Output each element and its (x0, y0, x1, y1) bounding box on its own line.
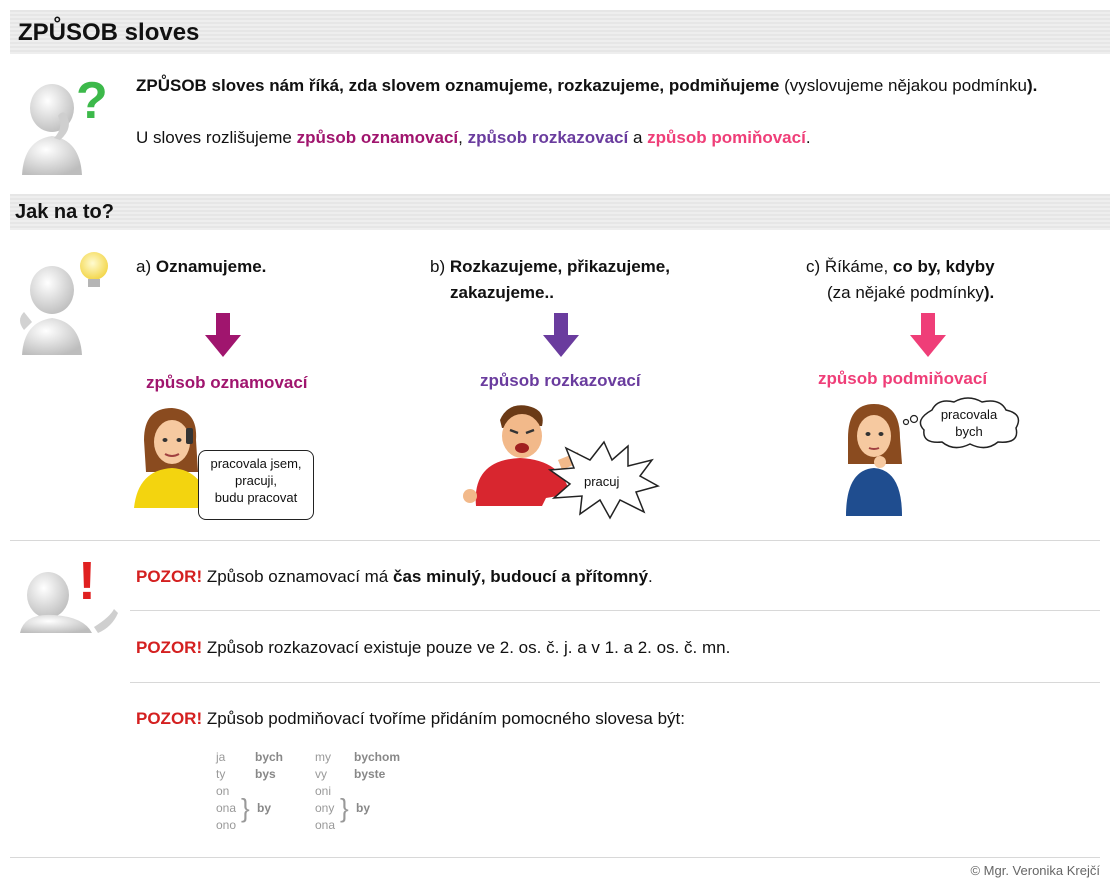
note-divider (130, 682, 1100, 683)
mode-rozkazovaci-label: způsob rozkazovací (467, 128, 629, 147)
brace-icon: } (241, 793, 250, 823)
aux-byste: byste (354, 767, 386, 781)
svg-text:!: ! (78, 553, 96, 611)
note-divider (130, 610, 1100, 611)
note-1: POZOR! Způsob oznamovací má čas minulý, budoucí a přítomný. (136, 567, 653, 586)
col-c-heading: c) Říkáme, co by, kdyby (806, 257, 995, 276)
brace-icon: } (340, 793, 349, 823)
section-divider (10, 540, 1100, 541)
conjugation-table (216, 749, 436, 839)
pronoun-ono: ono (216, 818, 237, 832)
pronoun-vy: vy (315, 767, 327, 781)
mode-c-label: způsob podmiňovací (818, 369, 988, 388)
pronoun-ona: ona (216, 801, 237, 815)
pronoun-ty: ty (216, 767, 226, 781)
col-b-heading-line-2: zakazujeme.. (450, 283, 554, 302)
note-3: POZOR! Způsob podmiňovací tvoříme přidáním pomocného slovesa být: (136, 709, 685, 728)
warning-figure-icon (14, 553, 124, 633)
thinking-figure-icon (14, 70, 114, 175)
aux-bychom: bychom (354, 750, 401, 764)
thinking-woman-illustration (842, 400, 906, 516)
aux-by: by (257, 801, 272, 815)
pronoun-my: my (315, 750, 331, 764)
speech-bubble-a: pracovala jsem, pracuji, budu pracovat (198, 450, 314, 520)
bubble-c-text: pracovala bych (940, 407, 998, 439)
intro-line-1: ZPŮSOB sloves nám říká, zda slovem oznamujeme, rozkazujeme, podmiňujeme (vyslovujeme nějakou podmínku). (136, 76, 1038, 95)
aux-bys: bys (255, 767, 276, 781)
aux-by-plural: by (356, 801, 371, 815)
aux-bych: bych (255, 750, 284, 764)
mode-b-label: způsob rozkazovací (480, 371, 641, 390)
pronoun-ja: ja (216, 750, 226, 764)
idea-figure-icon (14, 250, 114, 355)
intro-line-2: U sloves rozlišujeme způsob oznamovací, způsob rozkazovací a způsob pomiňovací. (136, 128, 811, 147)
pronoun-ony: ony (315, 801, 335, 815)
mode-oznamovaci-label: způsob oznamovací (296, 128, 459, 147)
arrow-down-icon (543, 313, 579, 359)
title-band (10, 10, 1110, 54)
pronoun-oni: oni (315, 784, 332, 798)
col-a-heading: a) Oznamujeme. (136, 257, 267, 276)
bubble-b-text: pracuj (584, 474, 620, 489)
col-b-heading: b) Rozkazujeme, přikazujeme, (430, 257, 670, 276)
note-2: POZOR! Způsob rozkazovací existuje pouze ve 2. os. č. j. a v 1. a 2. os. č. mn. (136, 638, 731, 657)
howto-band (10, 194, 1110, 230)
pronoun-ona-plural: ona (315, 818, 336, 832)
mode-a-label: způsob oznamovací (146, 373, 308, 392)
pozor-label: POZOR! (136, 709, 203, 728)
pronoun-on: on (216, 784, 230, 798)
pozor-label: POZOR! (136, 638, 203, 657)
copyright: © Mgr. Veronika Krejčí (970, 863, 1100, 878)
svg-text:?: ? (76, 72, 108, 130)
mode-podminovaci-label: způsob pomiňovací (647, 128, 806, 147)
arrow-down-icon (205, 313, 241, 359)
pozor-label: POZOR! (136, 567, 203, 586)
footer-divider (10, 857, 1100, 858)
arrow-down-icon (910, 313, 946, 359)
page-title: ZPŮSOB sloves (18, 19, 200, 46)
col-c-heading-line-2: (za nějaké podmínky). (827, 283, 995, 302)
howto-title: Jak na to? (15, 201, 114, 223)
